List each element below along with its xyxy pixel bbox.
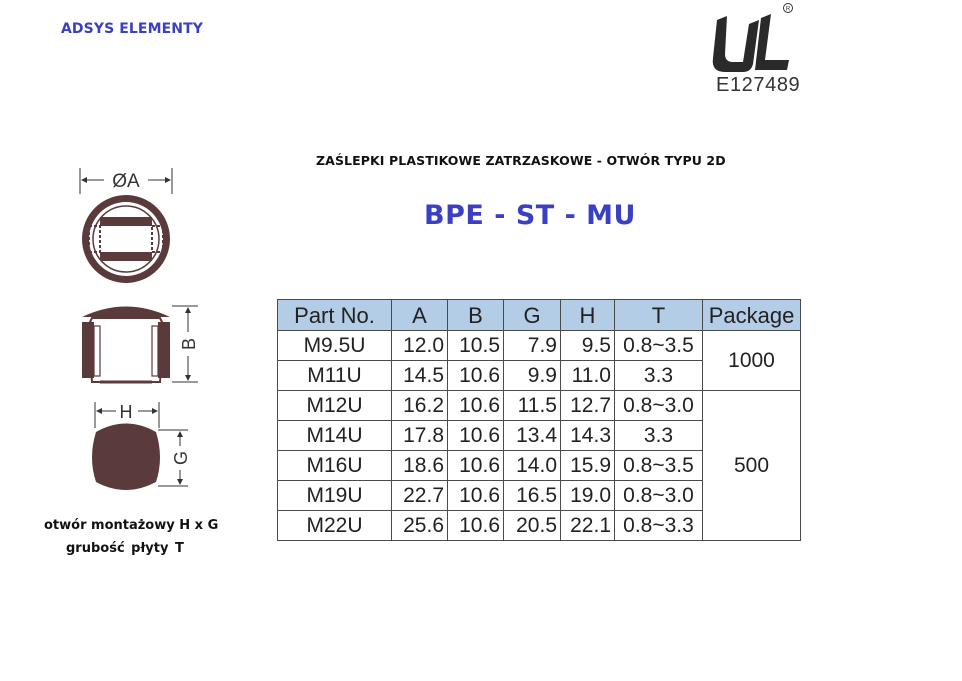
cell-part-no: M11U — [278, 361, 392, 391]
mounting-hole-drawing — [92, 402, 191, 490]
cell-g: 7.9 — [504, 331, 561, 361]
header-t: T — [615, 300, 703, 331]
cell-part-no: M12U — [278, 391, 392, 421]
header-g: G — [504, 300, 561, 331]
cell-a: 14.5 — [392, 361, 448, 391]
cell-h: 12.7 — [561, 391, 615, 421]
header-a: A — [392, 300, 448, 331]
cell-h: 19.0 — [561, 481, 615, 511]
cell-a: 17.8 — [392, 421, 448, 451]
cell-b: 10.6 — [448, 511, 504, 541]
dimension-h-label: H — [119, 402, 133, 422]
mounting-hole-note: otwór montażowy H x G — [44, 518, 219, 533]
cell-a: 25.6 — [392, 511, 448, 541]
table-row — [278, 331, 801, 361]
cell-t: 3.3 — [615, 361, 703, 391]
table-header-row — [278, 300, 801, 331]
cell-a: 22.7 — [392, 481, 448, 511]
cell-h: 11.0 — [561, 361, 615, 391]
cell-package: 500 — [703, 391, 801, 541]
cell-b: 10.6 — [448, 481, 504, 511]
cell-b: 10.5 — [448, 331, 504, 361]
panel-thickness-note: grubość płyty T — [66, 541, 184, 556]
cell-t: 0.8~3.0 — [615, 481, 703, 511]
cell-g: 11.5 — [504, 391, 561, 421]
top-view-drawing — [80, 168, 172, 283]
svg-text:R: R — [785, 6, 791, 13]
brand-name: ADSYS ELEMENTY — [61, 21, 203, 37]
cell-g: 16.5 — [504, 481, 561, 511]
cell-part-no: M9.5U — [278, 331, 392, 361]
cell-part-no: M14U — [278, 421, 392, 451]
cell-g: 20.5 — [504, 511, 561, 541]
cell-part-no: M22U — [278, 511, 392, 541]
header-package: Package — [703, 300, 801, 331]
table-row — [278, 391, 801, 421]
specification-table — [277, 299, 801, 541]
cell-g: 13.4 — [504, 421, 561, 451]
side-view-drawing — [82, 306, 199, 382]
header-part-no: Part No. — [278, 300, 392, 331]
dimension-g-label: G — [171, 450, 191, 466]
cell-package: 1000 — [703, 331, 801, 391]
cell-b: 10.6 — [448, 421, 504, 451]
cell-part-no: M16U — [278, 451, 392, 481]
cell-t: 0.8~3.5 — [615, 331, 703, 361]
dimension-b-label: B — [179, 337, 199, 351]
technical-drawings — [60, 160, 210, 500]
cell-h: 22.1 — [561, 511, 615, 541]
cell-g: 14.0 — [504, 451, 561, 481]
cell-a: 12.0 — [392, 331, 448, 361]
product-subtitle: ZAŚLEPKI PLASTIKOWE ZATRZASKOWE - OTWÓR TYPU 2D — [316, 153, 726, 168]
certification-number: E127489 — [716, 74, 801, 96]
cell-t: 0.8~3.3 — [615, 511, 703, 541]
cell-b: 10.6 — [448, 391, 504, 421]
cell-t: 0.8~3.0 — [615, 391, 703, 421]
cell-a: 18.6 — [392, 451, 448, 481]
dimension-a-label: ØA — [112, 171, 140, 192]
product-code: BPE - ST - MU — [424, 200, 636, 231]
header-h: H — [561, 300, 615, 331]
cell-g: 9.9 — [504, 361, 561, 391]
cell-t: 0.8~3.5 — [615, 451, 703, 481]
header-b: B — [448, 300, 504, 331]
cell-t: 3.3 — [615, 421, 703, 451]
cell-h: 15.9 — [561, 451, 615, 481]
cell-h: 14.3 — [561, 421, 615, 451]
cell-h: 9.5 — [561, 331, 615, 361]
cell-b: 10.6 — [448, 451, 504, 481]
cell-b: 10.6 — [448, 361, 504, 391]
cell-a: 16.2 — [392, 391, 448, 421]
cell-part-no: M19U — [278, 481, 392, 511]
